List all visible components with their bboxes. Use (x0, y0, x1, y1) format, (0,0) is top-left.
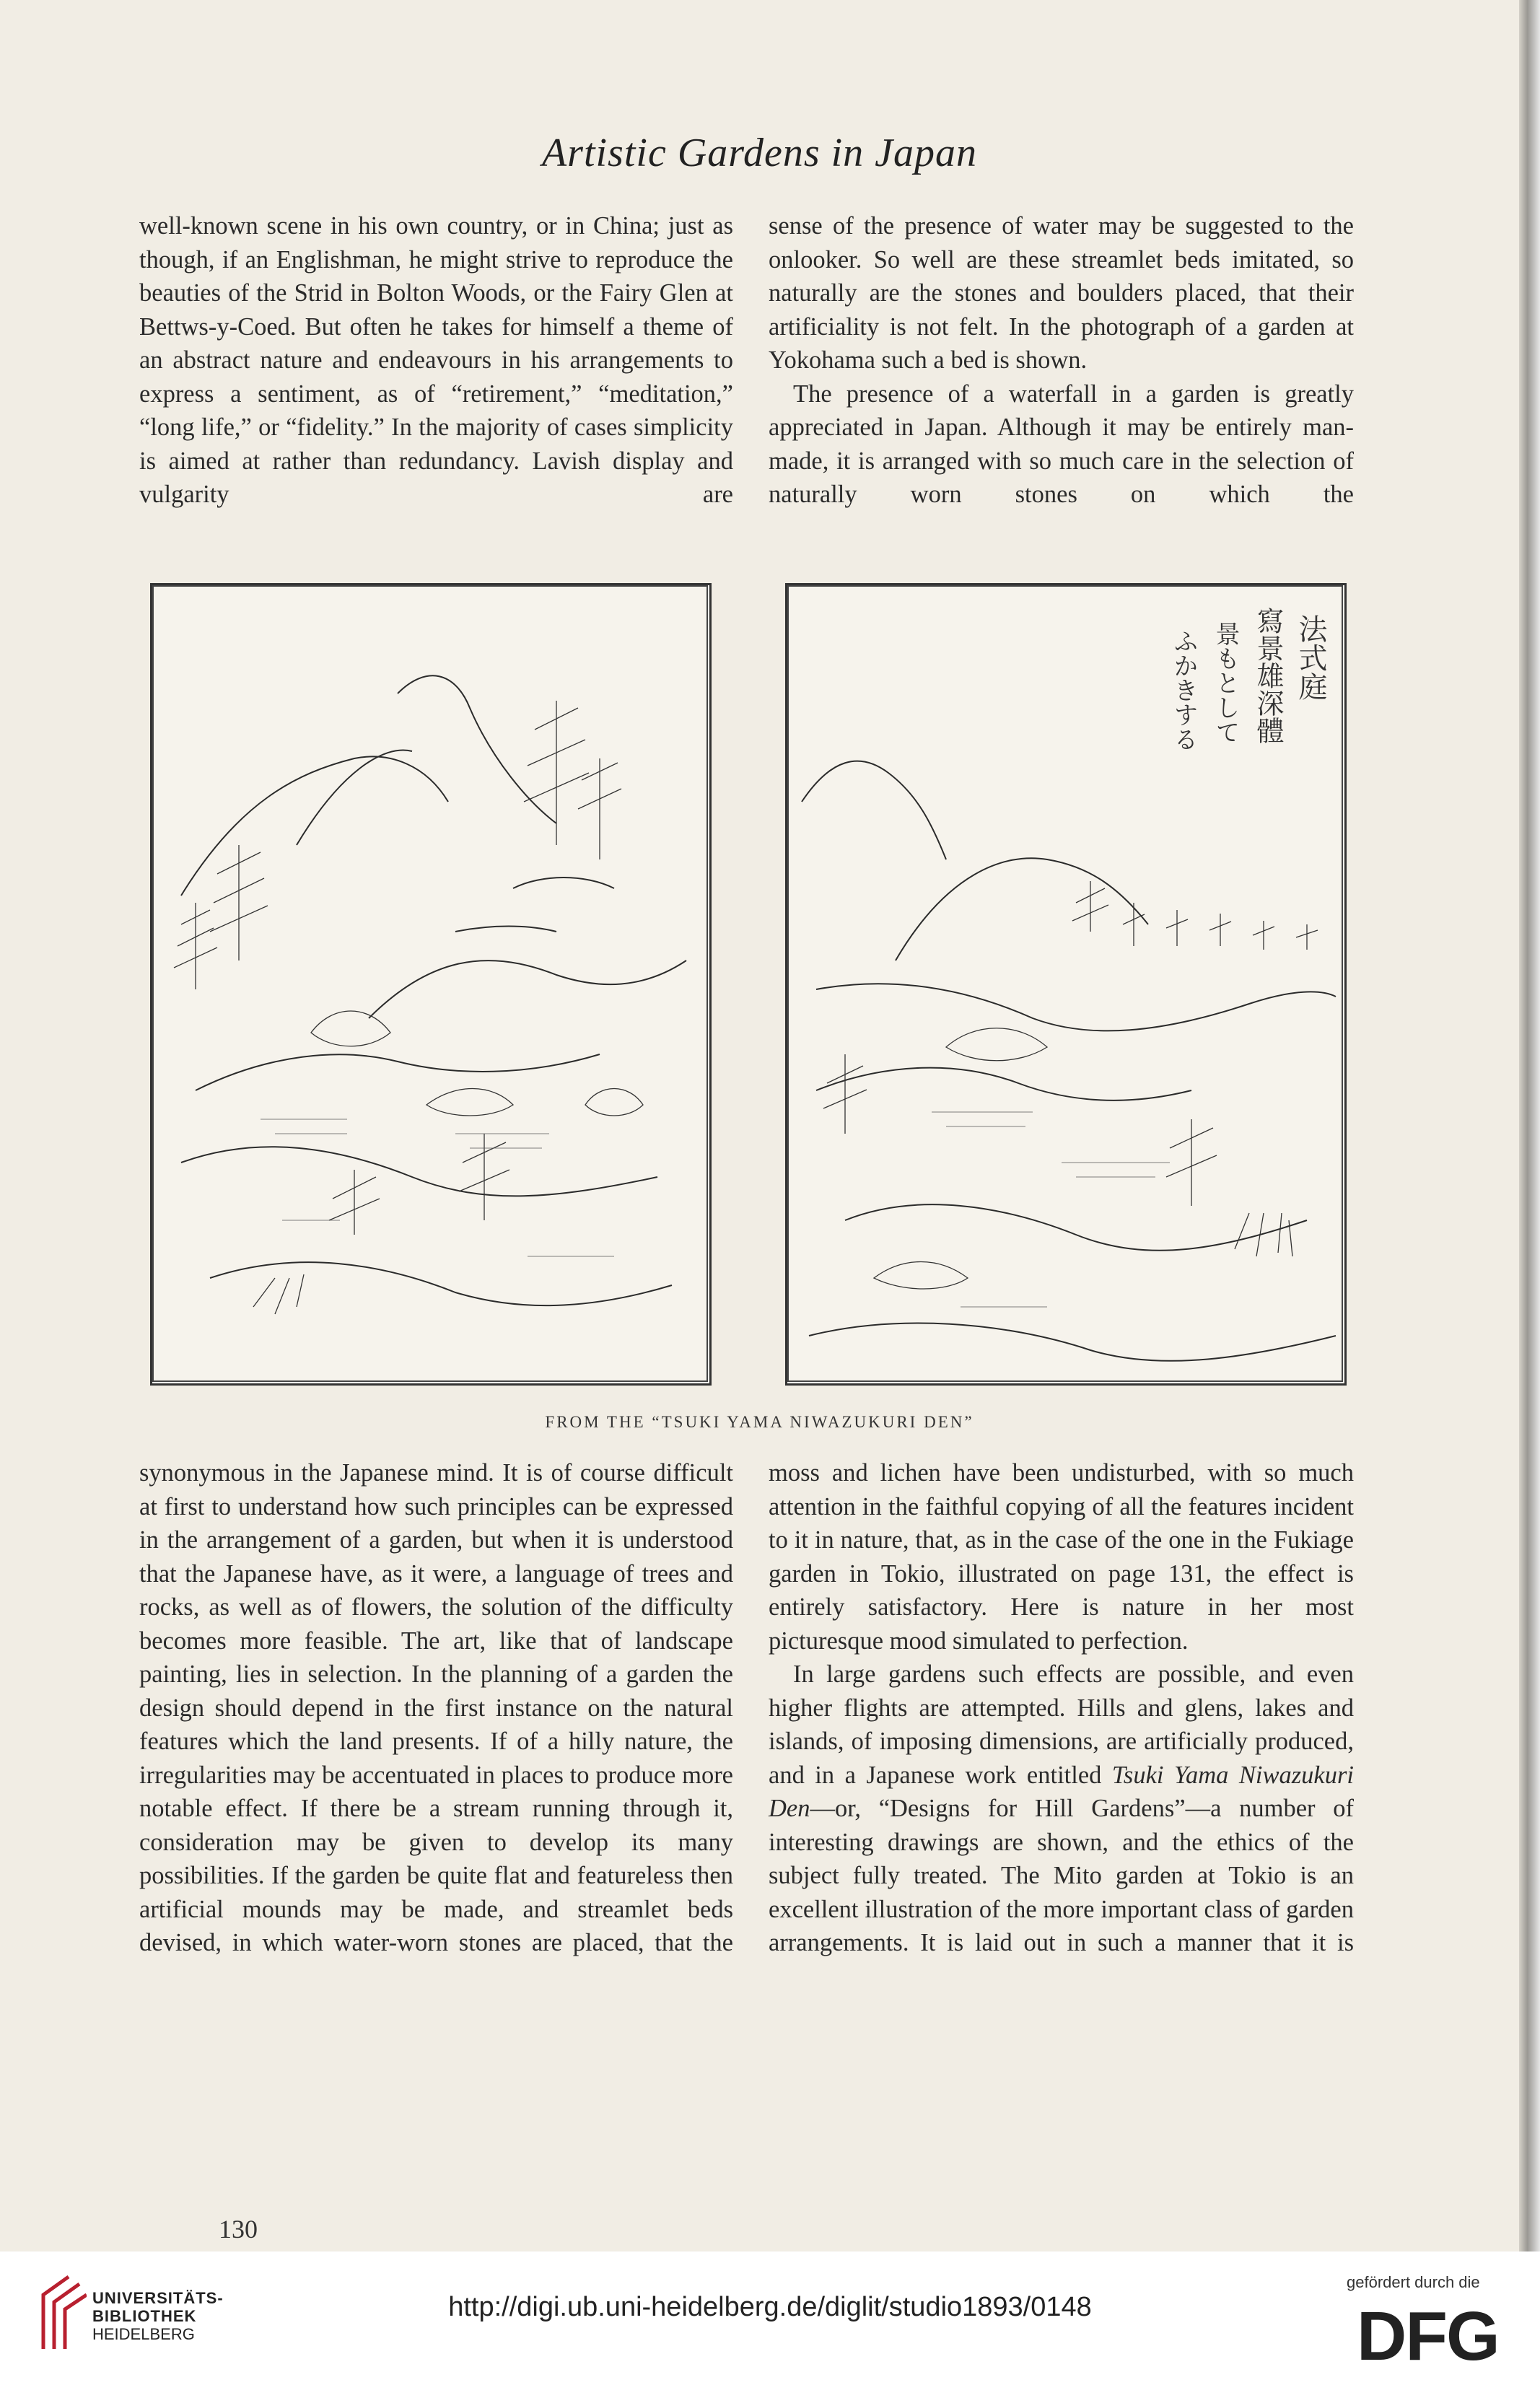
paragraph (769, 1658, 1354, 1960)
scan-edge (1519, 0, 1540, 2251)
paragraph-text: —or, “Designs for Hill Gardens”—a number of interesting drawings are shown, and the ethics of the subject fully treated. The Mito garden at Tokio is an excellent illustration of the more important class of garden arrangements. It is laid out in such a manner that it is (769, 1795, 1354, 1956)
plate-inscription-col1: 法式庭 (1294, 614, 1327, 701)
illustration-plate-left (150, 583, 712, 1386)
dfg-logo: DFG (1357, 2298, 1499, 2375)
illustration-plate-right (785, 583, 1347, 1386)
library-line-3: HEIDELBERG (92, 2325, 195, 2343)
paragraph: The presence of a waterfall in a garden is greatly appreciated in Japan. Although it may be entirely man-made, it is arranged with so much care in the selection of naturally worn stones on which the (769, 380, 1354, 508)
running-head: Artistic Gardens in Japan (541, 131, 978, 175)
text-column-top-right (769, 209, 1354, 512)
permalink[interactable]: http://digi.ub.uni-heidelberg.de/diglit/studio1893/0148 (448, 2292, 1092, 2322)
paragraph: well-known scene in his own country, or in China; just as though, if an Englishman, he might strive to reproduce the beauties of the Strid in Bolton Woods, or the Fairy Glen at Bettws-y-Coed. But often he takes for himself a theme of an abstract nature and endeavours in his arrangements to express a sentiment, as of “retirement,” “meditation,” “long life,” or “fidelity.” In the majority of cases simplicity is aimed at rather than redundancy. Lavish display and vulgarity are (139, 212, 733, 508)
plate-inscription-col3: 景もとして (1211, 621, 1240, 744)
plate-inscription-col2: 寫景雄深體 (1252, 607, 1284, 744)
text-column-top-left (139, 209, 733, 512)
paragraph-text: In large gardens such effects are possible, and even higher flights are attempted. Hills and glens, lakes and islands, of imposing dimensions, are artificially produced, and in a Japanese work entitled (769, 1660, 1354, 1789)
text-column-bottom-right (769, 1456, 1354, 1960)
library-line-1: UNIVERSITÄTS- (92, 2289, 224, 2307)
page-number: 130 (219, 2215, 258, 2244)
sponsor-label: gefördert durch die (1347, 2273, 1480, 2291)
library-line-2: BIBLIOTHEK (92, 2307, 197, 2325)
paragraph: sense of the presence of water may be suggested to the onlooker. So well are these streamlet beds imitated, so naturally are the stones and boulders placed, that their artificiality is not felt. In the photograph of a garden at Yokohama such a bed is shown. (769, 212, 1354, 374)
paragraph: synonymous in the Japanese mind. It is of course difficult at first to understand how such principles can be expressed in the arrangement of a garden, but when it is understood that the Japanese have, as it were, a language of trees and rocks, as well as of flowers, the solution of the difficulty becomes more feasible. The art, like that of landscape painting, lies in selection. In the planning of a garden the design should depend in the first instance on the natural features which the land presents. If of a hilly nature, the irregularities may be accentuated in places to produce more notable effect. If there be a stream running through it, consideration may be given to develop its many possibilities. If the garden be quite flat and featureless then artificial mounds may be made, and streamlet beds devised, in which water-worn stones are placed, that the (139, 1459, 733, 1956)
paragraph: moss and lichen have been undisturbed, with so much attention in the faithful copying of all the features incident to it in nature, that, as in the case of the one in the Fukiage garden in Tokio, illustrated on page 131, the effect is entirely satisfactory. Here is nature in her most picturesque mood simulated to perfection. (769, 1459, 1354, 1655)
figure-caption: FROM THE “TSUKI YAMA NIWAZUKURI DEN” (545, 1413, 974, 1431)
book-title: Tsuki Yama Niwazukuri Den (769, 1761, 1355, 1822)
text-column-bottom-left (139, 1456, 733, 1960)
plate-border (152, 585, 708, 1382)
plate-inscription-col4: ふかきする (1169, 629, 1198, 751)
